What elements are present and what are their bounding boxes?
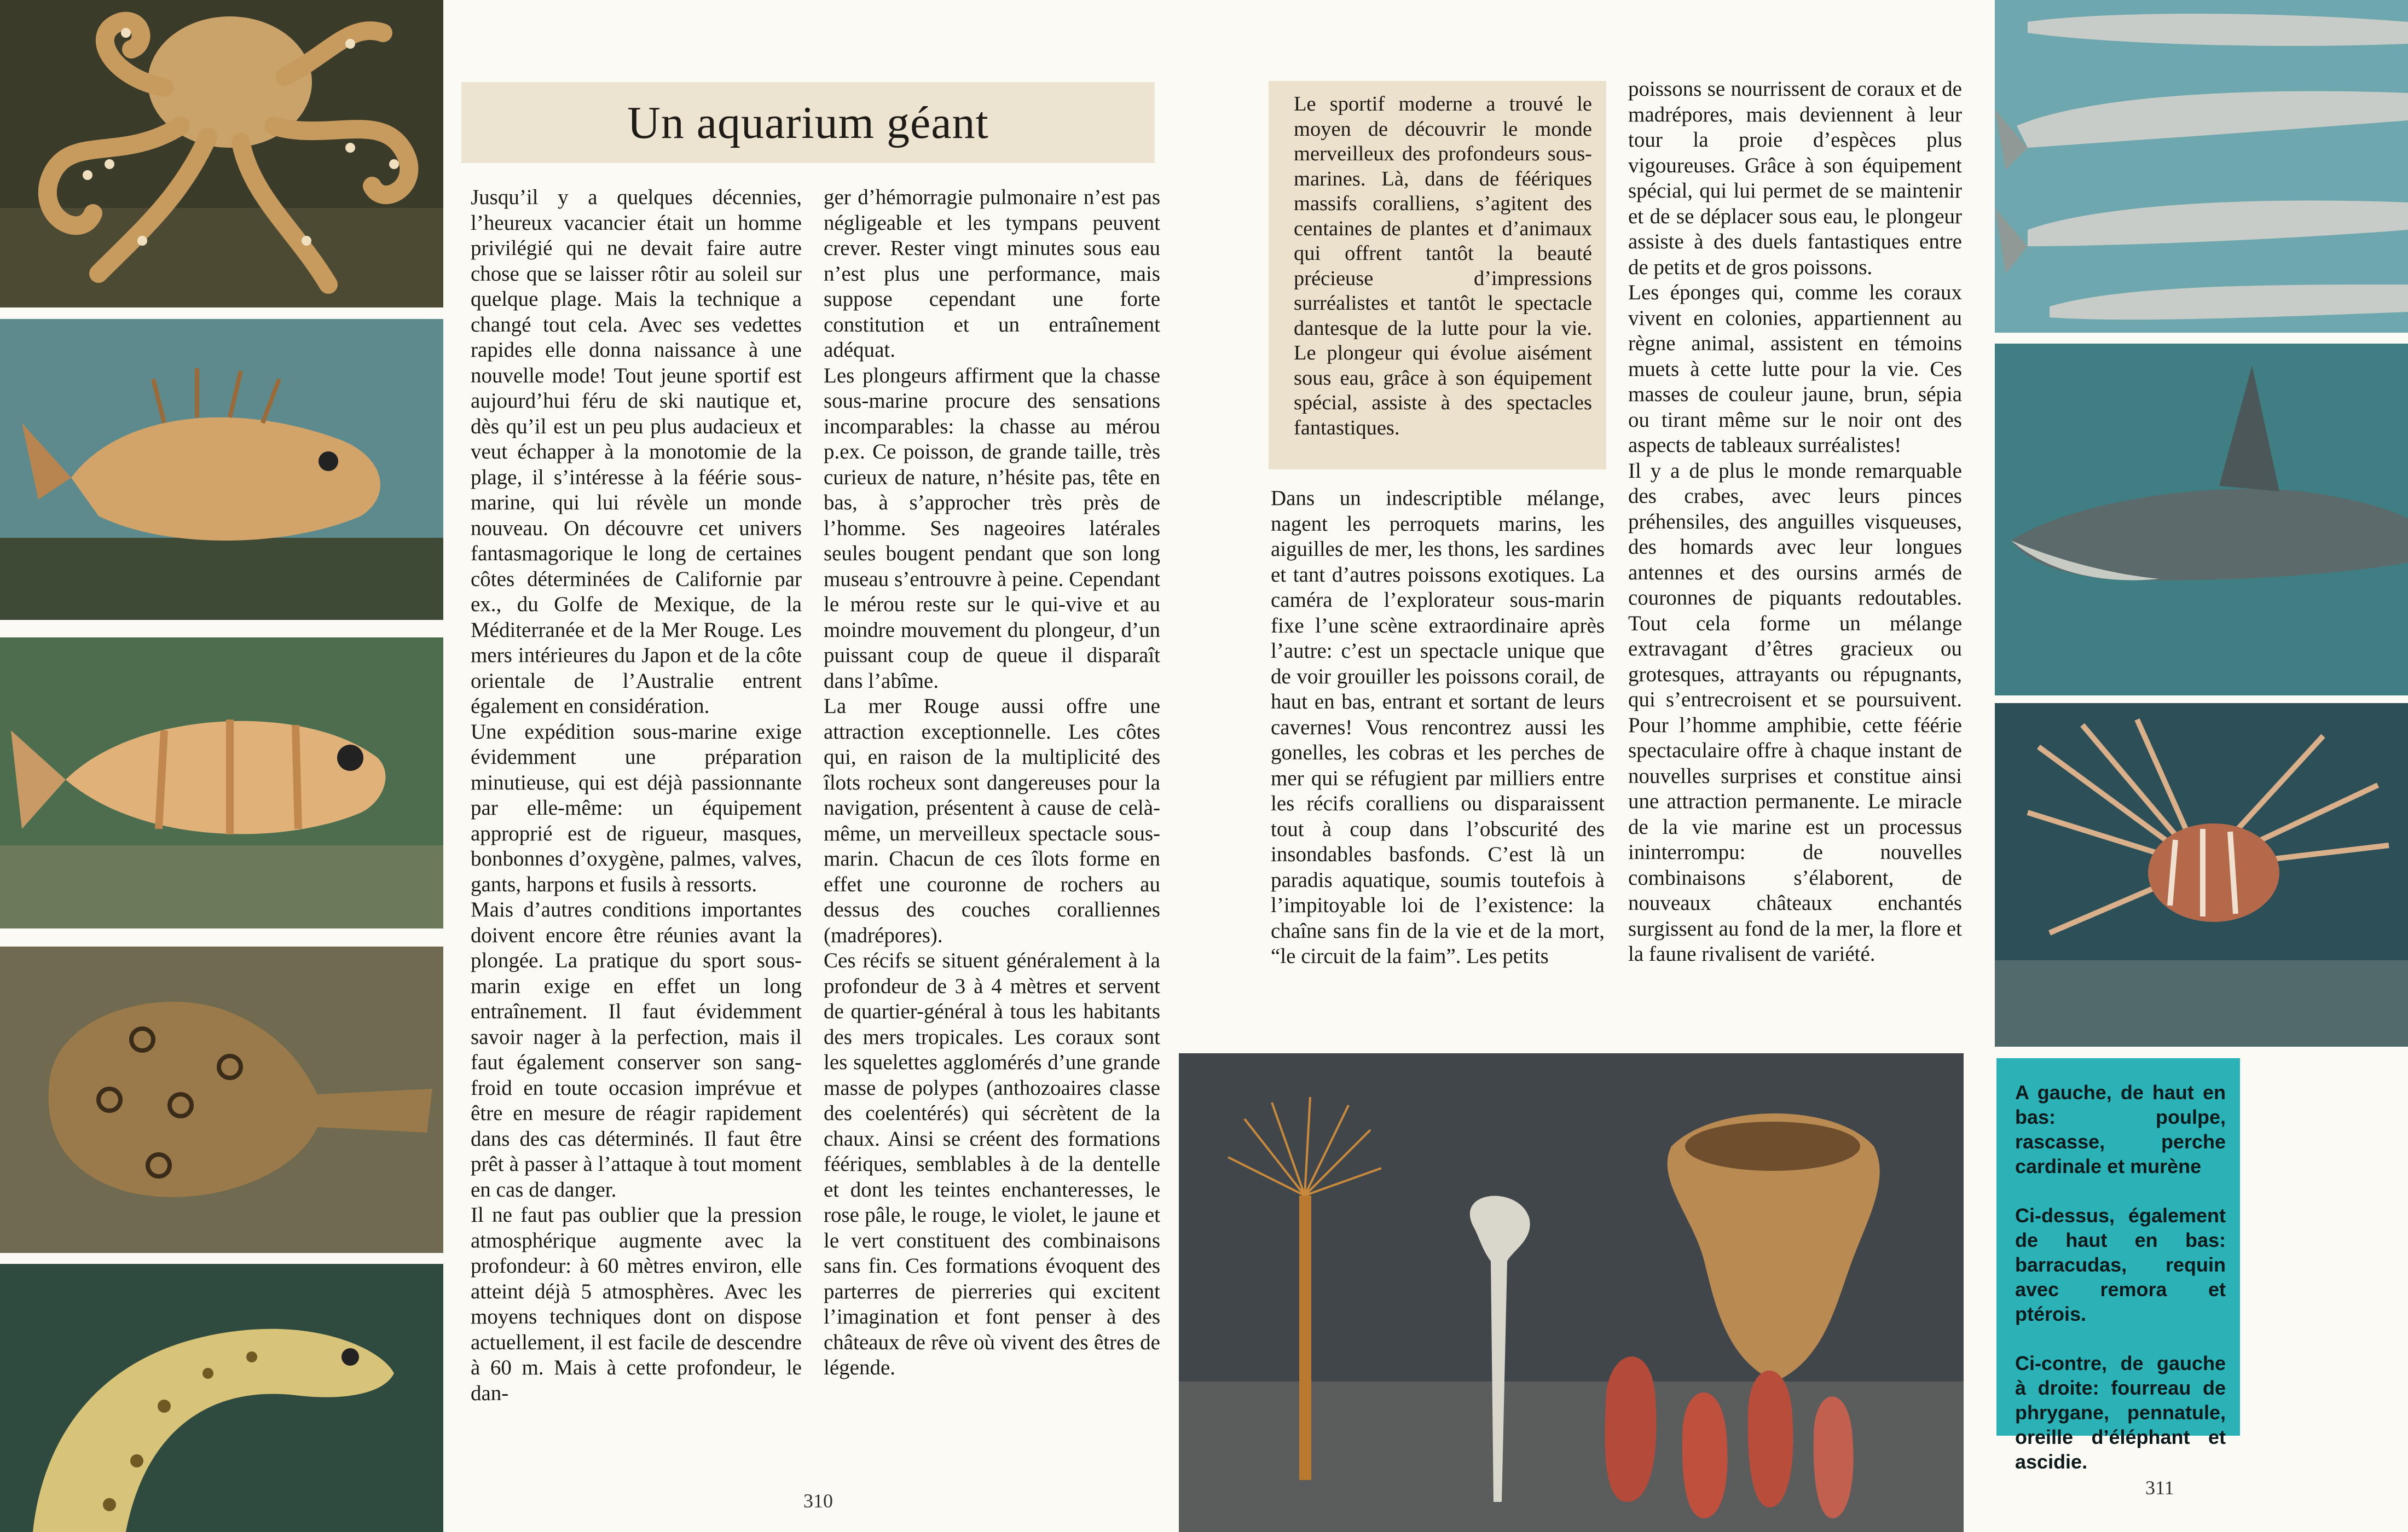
paragraph: La mer Rouge aussi offre une attraction exceptionnelle. Les côtes qui, en raison de la multiplicité des îlots rocheux sont dangereuses pour la navigation, présentent à cause de celà-même, un merveilleux spectacle sous-marin. Chacun de ces îlots forme en effet une couronne de rochers au dessus des couches coralliennes (madrépores).	[824, 694, 1160, 947]
lionfish-illustration	[1995, 703, 2408, 1047]
intro-box: Le sportif moderne a trouvé le moyen de découvrir le monde merveilleux des profondeurs sous-marines. Là, dans de féériques massifs coralliens, s’agitent des centaines de plantes et d’animaux qui offrent tantôt la beauté précieuse d’impressions surréalistes et tantôt le spectacle dantesque de la lutte pour la vie. Le plongeur qui évolue aisément sous eau, grâce à son équipement spécial, assiste à des spectacles fantastiques.	[1269, 81, 1606, 469]
page-number-right: 311	[2145, 1477, 2174, 1499]
text-column-3	[1271, 486, 1605, 970]
page-title: Un aquarium géant	[627, 97, 989, 148]
page-number-left: 310	[803, 1490, 833, 1512]
shark-illustration	[1995, 344, 2408, 695]
moray-eel-illustration	[0, 1264, 443, 1532]
paragraph: Ces récifs se situent généralement à la profondeur de 3 à 4 mètres et servent de quartier-général à tous les habitants des mers tropicales. Les coraux sont les squelettes agglomérés d’une grande masse de polypes (anthozoaires classe des coelentérés) qui sécrètent de la chaux. Ainsi se créent des formations féériques, semblables à de la dentelle et dont les teintes enchanteresses, le rose pâle, le rouge, le violet, le jaune et le vert constituent des combinaisons sans fin. Ces formations évoquent des parterres de pierreries qui excitent l’imagination et font penser à des châteaux de rêve où vivent des êtres de légende.	[824, 949, 1160, 1379]
paragraph: Dans un indescriptible mélange, nagent les perroquets marins, les aiguilles de mer, les thons, les sardines et tant d’autres poissons exotiques. La caméra de l’explorateur sous-marin fixe l’une scène extraordinaire après l’autre: c’est un spectacle unique que de voir grouiller les poissons corail, de haut en bas, entrant et sortant de leurs cavernes! Vous rencontrez aussi les gonelles, les cobras et les perches de mer qui se réfugient par milliers entre les récifs coralliens ou disparaissent tout à coup dans l’obscurité des insondables basfonds. C’est là un paradis aquatique, soumis toutefois à l’impitoyable loi de l’existence: la chaîne sans fin de la vie et de la mort, “le circuit de la faim”. Les petits	[1271, 486, 1605, 968]
paragraph: Jusqu’il y a quelques décennies, l’heureux vacancier était un homme privilégié qui ne devait faire autre chose que se laisser rôtir au soleil sur quelque plage. Mais la technique a changé tout cela. Avec ses vedettes rapides elle donna naissance à une nouvelle mode! Tout jeune sportif est aujourd’hui féru de ski nautique et, dès qu’il est un peu plus audacieux et veut échapper à la monotomie de la plage, il s’intéresse à la féérie sous-marine, qui lui révèle un monde nouveau. On découvre cet univers fantasmagorique le long de certaines côtes déterminées de Californie par ex., du Golfe de Mexique, de la Méditerranée et de la Mer Rouge. Les mers intérieures du Japon et de la côte orientale de l’Australie entrent également en considération.	[471, 185, 802, 718]
paragraph: Mais d’autres conditions importantes doivent encore être réunies avant la plongée. La pratique du sport sous-marin exige en effet un long entraînement. Il faut évidemment savoir nager à la perfection, mais il faut également conserver son sang-froid en toute occasion imprévue et être en mesure de réagir rapidement dans des cas déterminés. Il faut être prêt à passer à l’attaque à tout moment en cas de danger.	[471, 898, 802, 1202]
caption-left: A gauche, de haut en bas: poulpe, rascasse, perche cardinale et murène	[2015, 1081, 2226, 1177]
cardinal-perch-illustration	[0, 637, 443, 929]
barracuda-illustration	[1995, 0, 2408, 333]
scorpionfish-illustration	[0, 319, 443, 620]
ray-illustration	[0, 947, 443, 1253]
text-column-4	[1628, 77, 1962, 967]
caption-above: Ci-dessus, également de haut en bas: barracudas, requin avec remora et ptérois.	[2015, 1204, 2226, 1325]
paragraph: Une expédition sous-marine exige évidemment une préparation minutieuse, qui est déjà passionnante par elle-même: un équipement approprié est de rigueur, masques, bonbonnes d’oxygène, palmes, valves, gants, harpons et fusils à ressorts.	[471, 719, 802, 896]
text-column-1	[471, 185, 802, 1406]
paragraph: Il ne faut pas oublier que la pression atmosphérique augmente avec la profondeur: à 60 mètres environ, elle atteint déjà 5 atmosphères. Avec les moyens techniques dont on dispose actuellement, il est facile de descendre à 60 m. Mais à cette profondeur, le dan-	[471, 1203, 802, 1405]
caption-box	[1996, 1058, 2240, 1473]
paragraph: poissons se nourrissent de coraux et de madrépores, mais deviennent à leur tour la proie d’espèces plus vigoureuses. Grâce à son équipement spécial, qui lui permet de se maintenir et de se déplacer sous eau, le plongeur assiste à des duels fantastiques entre de petits et de gros poissons.	[1628, 77, 1962, 279]
caption-opposite: Ci-contre, de gauche à droite: fourreau de phrygane, pennatule, oreille d’éléphant et ascidie.	[2015, 1352, 2226, 1473]
paragraph: Les plongeurs affirment que la chasse sous-marine procure des sensations incomparables: la chasse au mérou p.ex. Ce poisson, de grande taille, très curieux de nature, n’hésite pas, tête en bas, à s’approcher très près de l’homme. Ses nageoires latérales seules bougent pendant que son long museau s’entrouvre à peine. Cependant le mérou reste sur le qui-vive et au moindre mouvement du plongeur, d’un puissant coup de queue il disparaît dans l’abîme.	[824, 363, 1160, 693]
paragraph: Il y a de plus le monde remarquable des crabes, avec leurs pinces préhensiles, des anguilles visqueuses, des homards avec leur longues antennes et des oursins armés de couronnes de piquants redoutables. Tout cela forme un mélange extravagant d’êtres gracieux ou grotesques, attrayants ou répugnants, qui s’entrecroisent et se poursuivent. Pour l’homme amphibie, cette féérie spectaculaire offre à chaque instant de nouvelles surprises et constitue ainsi une attraction permanente. Le miracle de la vie marine est un processus ininterrompu: de nouvelles combinaisons s’élaborent, de nouveaux châteaux enchantés surgissent au fond de la mer, la flore et la faune rivalisent de variété.	[1628, 459, 1962, 966]
text-column-2	[824, 185, 1160, 1381]
paragraph: Les éponges qui, comme les coraux vivent en colonies, appartiennent au règne animal, assistent en témoins muets à cette lutte pour la vie. Ces masses de couleur jaune, brun, sépia ou tirant même sur le noir ont des aspects de tableaux surréalistes!	[1628, 281, 1962, 457]
title-band	[461, 82, 1155, 163]
octopus-illustration	[0, 0, 443, 307]
paragraph: ger d’hémorragie pulmonaire n’est pas négligeable et les tympans peuvent crever. Rester vingt minutes sous eau n’est plus une performance, mais suppose cependant une forte constitution et un entraînement adéquat.	[824, 185, 1160, 362]
coral-reef-illustration	[1179, 1053, 1964, 1532]
